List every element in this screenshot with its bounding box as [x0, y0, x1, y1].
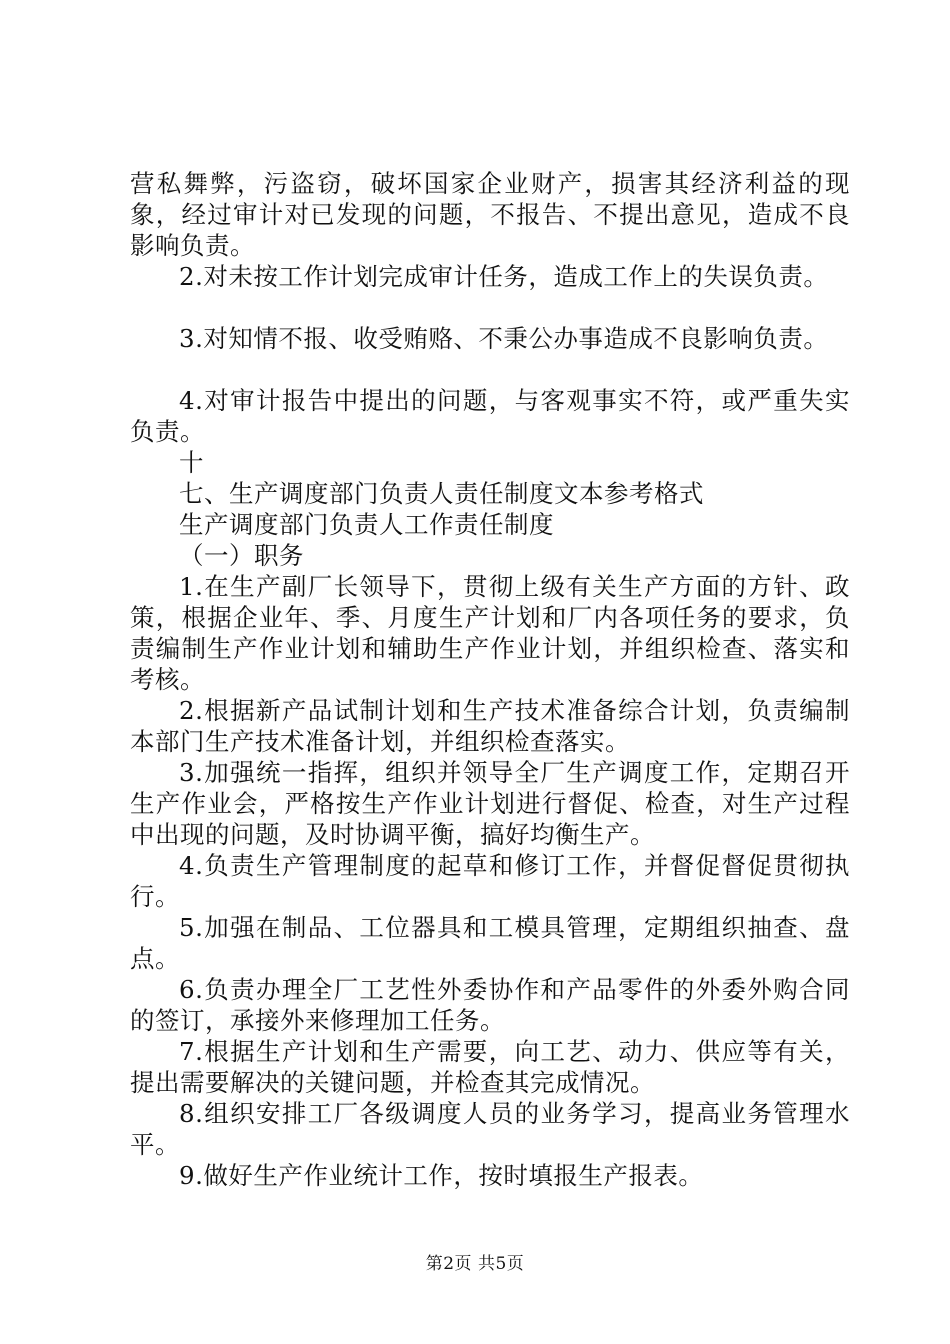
duty-item-9: 9.做好生产作业统计工作，按时填报生产报表。: [179, 1161, 704, 1190]
duty-item-4: 4.负责生产管理制度的起草和修订工作，并督促督促贯彻执行。: [130, 851, 850, 911]
document-body: [130, 168, 850, 1191]
duty-item-5: 5.加强在制品、工位器具和工模具管理，定期组织抽查、盘点。: [130, 913, 850, 973]
duty-item-7: 7.根据生产计划和生产需要，向工艺、动力、供应等有关，提出需要解决的关键问题，并检查其完成情况。: [130, 1037, 850, 1097]
page-number-footer: 第2页 共5页: [425, 1254, 525, 1274]
document-title: 生产调度部门负责人工作责任制度: [179, 510, 554, 539]
duty-item-2: 2.根据新产品试制计划和生产技术准备综合计划，负责编制本部门生产技术准备计划，并组织检查落实。: [130, 696, 850, 756]
duty-item-8: 8.组织安排工厂各级调度人员的业务学习，提高业务管理水平。: [130, 1099, 850, 1159]
duty-item-3: 3.加强统一指挥，组织并领导全厂生产调度工作，定期召开生产作业会，严格按生产作业计划进行督促、检查，对生产过程中出现的问题，及时协调平衡，搞好均衡生产。: [130, 758, 850, 849]
subsection-heading: （一）职务: [179, 541, 304, 570]
paragraph-marker: 十: [179, 448, 204, 477]
paragraph-continuation: 营私舞弊，污盗窃，破坏国家企业财产，损害其经济利益的现象，经过审计对已发现的问题，不报告、不提出意见，造成不良影响负责。: [130, 169, 850, 260]
paragraph-item-3: 3.对知情不报、收受贿赂、不秉公办事造成不良影响负责。: [179, 324, 829, 353]
section-heading: 七、生产调度部门负责人责任制度文本参考格式: [179, 479, 704, 508]
paragraph-item-2: 2.对未按工作计划完成审计任务，造成工作上的失误负责。: [179, 262, 829, 291]
duty-item-6: 6.负责办理全厂工艺性外委协作和产品零件的外委外购合同的签订，承接外来修理加工任务。: [130, 975, 850, 1035]
duty-item-1: 1.在生产副厂长领导下，贯彻上级有关生产方面的方针、政策，根据企业年、季、月度生产计划和厂内各项任务的要求，负责编制生产作业计划和辅助生产作业计划，并组织检查、落实和考核。: [130, 572, 850, 694]
paragraph-item-4: 4.对审计报告中提出的问题，与客观事实不符，或严重失实负责。: [130, 386, 850, 446]
